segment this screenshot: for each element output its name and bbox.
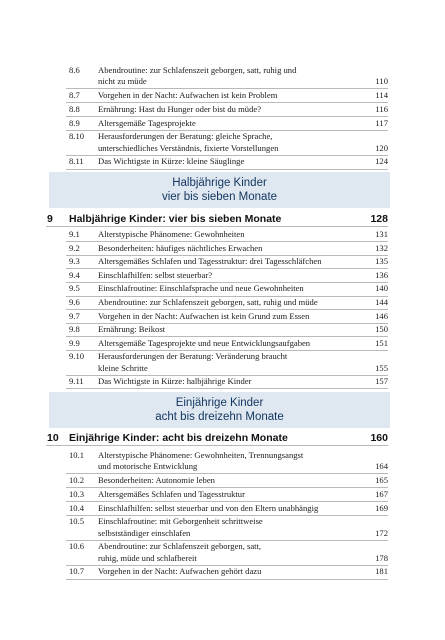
entry-title-line: Abendroutine: zur Schlafenszeit geborgen, satt, (98, 541, 262, 552)
entry-page-number: 151 (375, 337, 388, 348)
entry-number: 8.10 (69, 131, 85, 142)
entry-title-line: Altersgemäße Tagesprojekte (98, 117, 196, 128)
entry-title-line: Abendroutine: zur Schlafenszeit geborgen, satt, ruhig und (98, 65, 297, 75)
toc-entry[interactable] (0, 489, 445, 500)
toc-entry[interactable] (0, 65, 445, 87)
entry-title-line: selbstständiger einschlafen (98, 527, 191, 538)
entry-number: 9.2 (69, 242, 80, 253)
toc-entry[interactable] (0, 131, 445, 153)
entry-page-number: 172 (375, 527, 388, 538)
toc-entry[interactable] (0, 156, 445, 167)
entry-title-line: Herausforderungen der Beratung: Veränderung braucht (98, 351, 288, 362)
entry-page-number: 116 (375, 103, 388, 114)
entry-title-line: Besonderheiten: häufiges nächtliches Erwachen (98, 242, 263, 253)
entry-title-line: Herausforderungen der Beratung: gleiche Sprache, (98, 131, 273, 142)
toc-entry[interactable] (0, 283, 445, 294)
entry-title-line: Alterstypische Phänomene: Gewohnheiten, Trennungsangst (98, 450, 304, 460)
toc-entry[interactable] (0, 256, 445, 267)
toc-entry[interactable] (0, 338, 445, 349)
entry-page-number: 140 (375, 283, 388, 294)
entry-number: 8.6 (69, 65, 80, 75)
entry-title-line: Einschlafroutine: mit Geborgenheit schrittweise (98, 516, 263, 527)
entry-title-line: Vorgehen in der Nacht: Aufwachen gehört dazu (98, 566, 262, 577)
chapter-number: 9 (47, 213, 53, 225)
entry-number: 8.8 (69, 103, 80, 114)
entry-number: 9.7 (69, 310, 80, 321)
entry-title-line: Das Wichtigste in Kürze: halbjährige Kinder (98, 376, 252, 387)
entry-number: 9.3 (69, 256, 80, 267)
entry-title-line: Das Wichtigste in Kürze: kleine Säuglinge (98, 156, 245, 167)
entry-number: 9.8 (69, 324, 80, 335)
entry-title-line: Vorgehen in der Nacht: Aufwachen ist kein Grund zum Essen (98, 310, 310, 321)
banner-title: Einjährige Kinder (175, 397, 264, 409)
banner-subtitle: vier bis sieben Monate (161, 191, 278, 203)
entry-title-line: Abendroutine: zur Schlafenszeit geborgen, satt, ruhig und müde (98, 297, 318, 307)
entry-title-line: Ernährung: Beikost (98, 324, 166, 335)
entry-title-line: ruhig, müde und schlafbereit (98, 552, 197, 563)
entry-title-line: unterschiedliches Verständnis, fixierte Vorstellungen (98, 142, 279, 153)
entry-number: 8.9 (69, 117, 80, 128)
entry-number: 10.5 (69, 516, 85, 527)
entry-divider (66, 579, 388, 580)
entry-page-number: 181 (375, 566, 388, 577)
entry-number: 9.11 (69, 376, 84, 387)
banner-subtitle: acht bis dreizehn Monate (155, 411, 284, 423)
toc-entry[interactable] (0, 229, 445, 240)
entry-page-number: 124 (375, 156, 388, 167)
entry-page-number: 178 (375, 552, 388, 563)
chapter-page: 128 (370, 213, 388, 225)
chapter-number: 10 (47, 432, 59, 444)
entry-number: 10.3 (69, 488, 85, 499)
entry-page-number: 169 (375, 502, 388, 513)
entry-number: 8.7 (69, 90, 80, 100)
entry-title-line: Altersgemäße Tagesprojekte und neue Entwicklungsaufgaben (98, 337, 311, 348)
entry-number: 10.2 (69, 475, 85, 485)
chapter-rule (46, 445, 388, 446)
entry-number: 10.6 (69, 541, 85, 552)
entry-title-line: Altersgemäßes Schlafen und Tagesstruktur (98, 488, 245, 499)
entry-number: 9.9 (69, 337, 80, 348)
entry-title-line: Alterstypische Phänomene: Gewohnheiten (98, 229, 245, 239)
toc-entry[interactable] (0, 118, 445, 129)
toc-entry[interactable] (0, 243, 445, 254)
entry-title-line: Ernährung: Hast du Hunger oder bist du müde? (98, 103, 262, 114)
entry-page-number: 155 (375, 362, 388, 373)
chapter-rule (46, 226, 388, 227)
entry-title-line: und motorische Entwicklung (98, 461, 198, 472)
entry-title-line: Einschlafhilfen: selbst steuerbar? (98, 269, 213, 280)
entry-page-number: 135 (375, 256, 388, 267)
entry-number: 10.1 (69, 450, 85, 460)
entry-title-line: kleine Schritte (98, 362, 148, 373)
entry-number: 9.4 (69, 269, 80, 280)
age-banner-half-year (49, 172, 390, 208)
toc-entry[interactable] (0, 324, 445, 335)
chapter-title: Halbjährige Kinder: vier bis sieben Monate (69, 213, 282, 225)
entry-title-line: Besonderheiten: Autonomie leben (98, 475, 215, 485)
entry-number: 8.11 (69, 156, 84, 167)
toc-entry[interactable] (0, 104, 445, 115)
toc-entry[interactable] (0, 90, 445, 101)
entry-divider (66, 169, 388, 170)
entry-title-line: nicht zu müde (98, 76, 147, 87)
entry-title-line: Einschlafroutine: Einschlafsprache und neue Gewohnheiten (98, 283, 304, 294)
entry-page-number: 136 (375, 269, 388, 280)
entry-page-number: 120 (375, 142, 388, 153)
entry-number: 9.1 (69, 229, 80, 239)
entry-page-number: 131 (375, 229, 388, 239)
entry-number: 10.4 (69, 502, 85, 513)
entry-number: 10.7 (69, 566, 85, 577)
toc-entry[interactable] (0, 566, 445, 577)
entry-page-number: 117 (375, 117, 388, 128)
toc-entry[interactable] (0, 450, 445, 472)
entry-page-number: 110 (375, 76, 388, 87)
entry-page-number: 144 (375, 297, 388, 307)
entry-title-line: Altersgemäßes Schlafen und Tagesstruktur: drei Tagesschläfchen (98, 256, 322, 267)
entry-number: 9.6 (69, 297, 80, 307)
entry-title-line: Einschlafhilfen: selbst steuerbar und von den Eltern unabhängig (98, 502, 319, 513)
entry-page-number: 146 (375, 310, 388, 321)
age-banner-one-year (49, 392, 390, 428)
entry-page-number: 150 (375, 324, 388, 335)
entry-page-number: 132 (375, 242, 388, 253)
entry-divider (66, 388, 388, 389)
toc-entry[interactable] (0, 475, 445, 486)
entry-page-number: 114 (375, 90, 388, 100)
entry-page-number: 167 (375, 488, 388, 499)
toc-entry[interactable] (0, 270, 445, 281)
chapter-title: Einjährige Kinder: acht bis dreizehn Monate (69, 432, 288, 444)
entry-page-number: 157 (375, 376, 388, 387)
toc-entry[interactable] (0, 503, 445, 514)
entry-number: 9.10 (69, 351, 85, 362)
banner-title: Halbjährige Kinder (172, 177, 267, 189)
entry-page-number: 165 (375, 475, 388, 485)
chapter-page: 160 (370, 432, 388, 444)
toc-entry[interactable] (0, 351, 445, 373)
entry-page-number: 164 (375, 461, 388, 472)
entry-title-line: Vorgehen in der Nacht: Aufwachen ist kein Problem (98, 90, 278, 100)
toc-entry[interactable] (0, 297, 445, 308)
toc-entry[interactable] (0, 311, 445, 322)
toc-entry[interactable] (0, 541, 445, 563)
toc-entry[interactable] (0, 516, 445, 538)
toc-entry[interactable] (0, 376, 445, 387)
entry-number: 9.5 (69, 283, 80, 294)
